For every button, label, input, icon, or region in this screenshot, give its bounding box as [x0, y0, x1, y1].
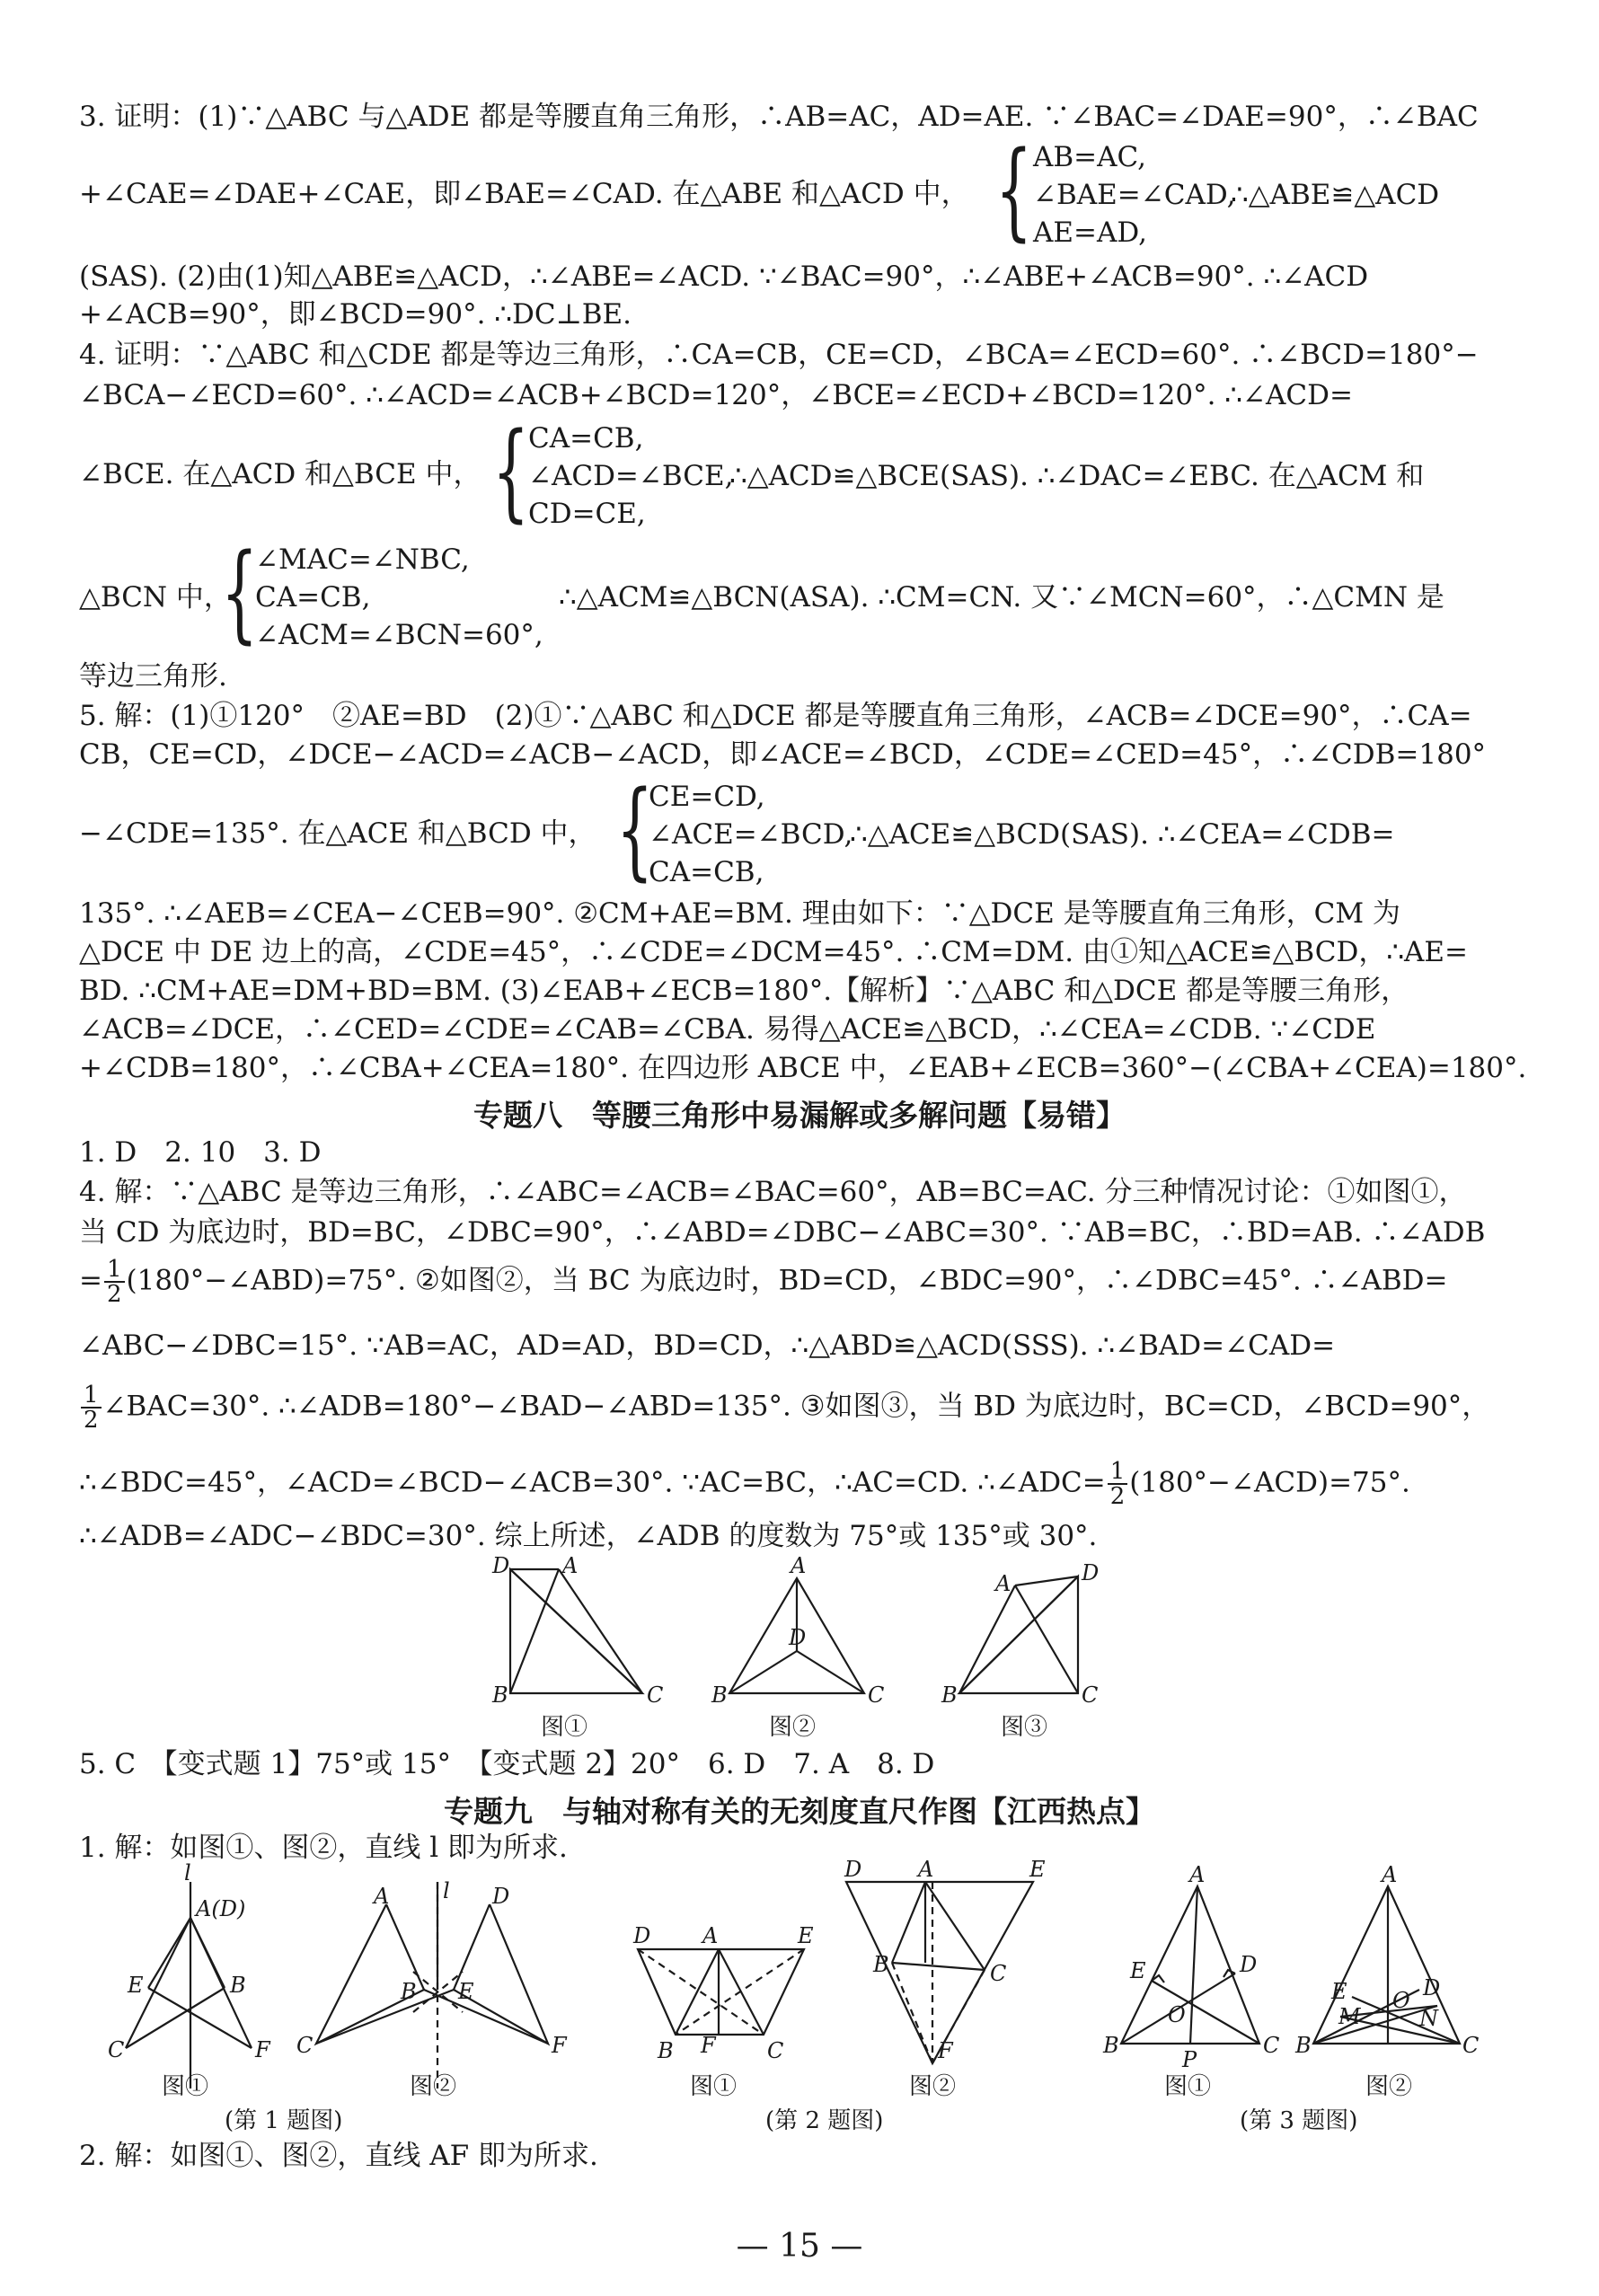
p3-line4: +∠ACB=90°，即∠BCD=90°. ∴DC⊥BE.	[79, 298, 632, 331]
s8-line1: 4. 解：∵△ABC 是等边三角形，∴∠ABC=∠ACB=∠BAC=60°，AB=BC=AC. 分三种情况讨论：①如图①，	[79, 1176, 1467, 1208]
p5-line6: BD. ∴CM+AE=DM+BD=BM. (3)∠EAB+∠ECB=180°.【解析】∵△ABC 和△DCE 都是等腰三角形，	[79, 975, 1409, 1007]
p5-sys2: ∠ACE=∠BCD,	[649, 818, 853, 851]
q2f2-label-d: D	[844, 1857, 862, 1882]
p4-sys4: ∠MAC=∠NBC,	[255, 543, 470, 576]
q3f2-label-a: A	[1382, 1862, 1398, 1887]
q3f2-label-m: M	[1338, 2004, 1361, 2029]
fig1-label-d: D	[492, 1553, 510, 1578]
q1f1-label-f: F	[255, 2037, 270, 2062]
p5-line3b: ∴△ACE≌△BCD(SAS). ∴∠CEA=∠CDB=	[850, 818, 1395, 851]
q2f1-trap	[638, 1949, 804, 2035]
p3-line2b: ∴△ABE≌△ACD	[1231, 179, 1440, 211]
s8-figures	[485, 1553, 1132, 1747]
q1-caption: (第 1 题图)	[225, 2107, 343, 2134]
q1f2-label-a: A	[374, 1884, 390, 1909]
q3-fig2	[1294, 1862, 1479, 2100]
fig2-caption: 图②	[769, 1714, 817, 1741]
section8-title: 专题八 等腰三角形中易漏解或多解问题【易错】	[473, 1098, 1126, 1133]
p5-sys1: CE=CD,	[649, 781, 765, 813]
q1f1-caption: 图①	[162, 2073, 209, 2100]
frac-num: 1	[1108, 1460, 1128, 1485]
fig1-label-b: B	[492, 1682, 508, 1708]
q3f1-label-a: A	[1189, 1862, 1206, 1887]
s8-fig3	[941, 1560, 1099, 1741]
p5-line5: △DCE 中 DE 边上的高，∠CDE=45°，∴∠CDE=∠DCM=45°. ∴CM=DM. 由①知△ACE≌△BCD，∴AE=	[79, 936, 1469, 968]
q3f1-label-d: D	[1240, 1952, 1258, 1977]
q2f2-label-a: A	[918, 1857, 934, 1882]
fig3-label-c: C	[1082, 1682, 1099, 1708]
s8-frac2	[81, 1383, 102, 1432]
p5-line8: +∠CDB=180°，∴∠CBA+∠CEA=180°. 在四边形 ABCE 中，∠EAB+∠ECB=360°−(∠CBA+∠CEA)=180°.	[79, 1052, 1527, 1084]
q1-fig2	[296, 1878, 568, 2100]
p4-line3b: ∴△ACD≌△BCE(SAS). ∴∠DAC=∠EBC. 在△ACM 和	[729, 460, 1425, 492]
p4-brace2: {	[221, 530, 259, 654]
q3-caption: (第 3 题图)	[1240, 2107, 1358, 2134]
q2f2-label-e: E	[1029, 1857, 1046, 1882]
p4-sys3: CD=CE,	[528, 498, 646, 530]
q1f1-label-ad: A(D)	[196, 1896, 246, 1921]
q3f1-label-e: E	[1130, 1958, 1146, 1983]
p5-line3a: −∠CDE=135°. 在△ACE 和△BCD 中，	[79, 817, 596, 850]
fig1-label-c: C	[647, 1682, 664, 1708]
s8-line5	[79, 1383, 1520, 1432]
q1f2-label-l: l	[443, 1878, 450, 1903]
s8-frac1	[104, 1258, 125, 1306]
p5-line7: ∠ACB=∠DCE，∴∠CED=∠CDE=∠CAB=∠CBA. 易得△ACE≌△BCD，∴∠CEA=∠CDB. ∵∠CDE	[79, 1013, 1376, 1046]
q1f2-label-e: E	[458, 1979, 474, 2004]
q2f1-caption: 图①	[690, 2073, 738, 2100]
p4-brace1: {	[492, 409, 530, 533]
s8-line2: 当 CD 为底边时，BD=BC，∠DBC=90°，∴∠ABD=∠DBC−∠ABC=30°. ∵AB=BC，∴BD=AB. ∴∠ADB	[79, 1216, 1486, 1249]
q3f1-label-p: P	[1182, 2047, 1197, 2072]
p4-line4b: ∴△ACM≌△BCN(ASA). ∴CM=CN. 又∵∠MCN=60°，∴△CMN 是	[559, 581, 1444, 614]
q2f2-label-f: F	[938, 2038, 953, 2063]
s8-fig2	[711, 1553, 884, 1741]
fig2-label-a: A	[791, 1553, 807, 1578]
s8-line4: ∠ABC−∠DBC=15°. ∵AB=AC，AD=AD，BD=CD，∴△ABD≌△ACD(SSS). ∴∠BAD=∠CAD=	[79, 1329, 1336, 1362]
fig2-label-d: D	[789, 1625, 807, 1650]
p3-sys2: ∠BAE=∠CAD,	[1033, 179, 1236, 211]
p4-line1: 4. 证明：∵△ABC 和△CDE 都是等边三角形，∴CA=CB，CE=CD，∠BCA=∠ECD=60°. ∴∠BCD=180°−	[79, 339, 1479, 371]
q2-caption: (第 2 题图)	[765, 2107, 884, 2134]
p3-line1: 3. 证明：(1)∵△ABC 与△ADE 都是等腰直角三角形，∴AB=AC，AD=AE. ∵∠BAC=∠DAE=90°，∴∠BAC	[79, 101, 1479, 133]
s8-fig1	[491, 1553, 663, 1741]
s8-answers2: 5. C 【变式题 1】75°或 15° 【变式题 2】20° 6. D 7. A 8. D	[79, 1748, 935, 1780]
q2f1-label-a: A	[702, 1923, 719, 1948]
p4-line4a: △BCN 中，	[79, 581, 232, 614]
q3f2-label-e: E	[1331, 1979, 1347, 2004]
fig2-label-b: B	[711, 1682, 728, 1708]
q1-fig1	[108, 1860, 271, 2100]
s8-line6	[79, 1460, 1520, 1508]
q2f1-label-b: B	[658, 2038, 674, 2063]
q3f1-label-c: C	[1263, 2033, 1280, 2058]
s8-line6-b: (180°−∠ACD)=75°.	[1129, 1466, 1410, 1499]
q1f1-label-e: E	[128, 1973, 144, 1998]
page-number-value: 15	[779, 2228, 820, 2265]
section9-title: 专题九 与轴对称有关的无刻度直尺作图【江西热点】	[444, 1794, 1155, 1829]
q3-fig1	[1102, 1862, 1279, 2100]
q2f2-label-b: B	[873, 1952, 889, 1977]
p4-line5: 等边三角形.	[79, 660, 227, 693]
page-number: — 15 —	[736, 2228, 863, 2265]
fig3-label-b: B	[941, 1682, 958, 1708]
s9-line2: 2. 解：如图①、图②，直线 AF 即为所求.	[79, 2140, 598, 2172]
q1f2-label-f: F	[552, 2033, 567, 2058]
p3-sys1: AB=AC,	[1033, 141, 1146, 173]
q3f2-label-c: C	[1462, 2033, 1480, 2058]
p4-sys6: ∠ACM=∠BCN=60°,	[255, 619, 543, 651]
s8-line3	[79, 1258, 1520, 1306]
p4-sys5: CA=CB,	[255, 581, 371, 614]
s8-line3-eq: =	[79, 1264, 102, 1297]
q3f2-label-b: B	[1295, 2033, 1312, 2058]
fig1-label-a: A	[562, 1553, 579, 1578]
frac-den: 2	[106, 1281, 122, 1308]
q2f1-label-d: D	[633, 1923, 651, 1948]
q3f2-label-o: O	[1392, 1988, 1410, 2013]
p4-line2: ∠BCA−∠ECD=60°. ∴∠ACD=∠ACB+∠BCD=120°，∠BCE=∠ECD+∠BCD=120°. ∴∠ACD=	[79, 379, 1353, 411]
q3f2-caption: 图②	[1365, 2073, 1413, 2100]
fig1-caption: 图①	[541, 1714, 588, 1741]
p5-sys3: CA=CB,	[649, 856, 764, 888]
q3f2-label-n: N	[1419, 2006, 1438, 2031]
fig3-label-d: D	[1082, 1560, 1100, 1585]
p5-line2: CB，CE=CD，∠DCE−∠ACD=∠ACB−∠ACD，即∠ACE=∠BCD，∠CDE=∠CED=45°，∴∠CDB=180°	[79, 738, 1487, 771]
p4-sys1: CA=CB,	[528, 422, 644, 455]
s8-line5-rest: ∠BAC=30°. ∴∠ADB=180°−∠BAD−∠ABD=135°. ③如图③，当 BD 为底边时，BC=CD，∠BCD=90°，	[102, 1390, 1490, 1423]
frac-den: 2	[84, 1407, 99, 1434]
q2f1-label-c: C	[767, 2038, 784, 2063]
frac-num: 1	[104, 1258, 125, 1283]
q2-fig1	[632, 1923, 814, 2100]
q1f2-label-b: B	[401, 1979, 417, 2004]
q1f1-label-c: C	[108, 2037, 125, 2062]
q1f2-label-c: C	[296, 2033, 314, 2058]
q3f1-label-o: O	[1168, 2002, 1186, 2027]
s8-line3-rest: (180°−∠ABD)=75°. ②如图②，当 BC 为底边时，BD=CD，∠BDC=90°，∴∠DBC=45°. ∴∠ABD=	[126, 1264, 1448, 1297]
q1f1-label-l: l	[184, 1860, 191, 1885]
s8-line6-a: ∴∠BDC=45°，∠ACD=∠BCD−∠ACB=30°. ∵AC=BC，∴AC=CD. ∴∠ADC=	[79, 1466, 1106, 1499]
s8-answers: 1. D 2. 10 3. D	[79, 1136, 322, 1169]
p4-line3a: ∠BCE. 在△ACD 和△BCE 中，	[79, 458, 481, 490]
q1f1-label-b: B	[230, 1973, 246, 1998]
q3f1-caption: 图①	[1164, 2073, 1212, 2100]
fig2-label-c: C	[868, 1682, 885, 1708]
fig3-label-a: A	[995, 1571, 1012, 1596]
q3f1-label-b: B	[1103, 2033, 1119, 2058]
fig3-caption: 图③	[1001, 1714, 1048, 1741]
frac-den: 2	[1109, 1483, 1126, 1510]
s8-frac3	[1108, 1460, 1128, 1508]
frac-num: 1	[81, 1383, 102, 1409]
q3f2-label-d: D	[1423, 1975, 1441, 2000]
s9-line1: 1. 解：如图①、图②，直线 l 即为所求.	[79, 1832, 568, 1864]
p4-sys2: ∠ACD=∠BCE,	[528, 460, 734, 492]
p5-line4: 135°. ∴∠AEB=∠CEA−∠CEB=90°. ②CM+AE=BM. 理由如下：∵△DCE 是等腰直角三角形，CM 为	[79, 897, 1400, 930]
s8-line7: ∴∠ADB=∠ADC−∠BDC=30°. 综上所述，∠ADB 的度数为 75°或 135°或 30°.	[79, 1520, 1098, 1552]
q1f2-caption: 图②	[410, 2073, 457, 2100]
s9-figures	[90, 1857, 1527, 2134]
p3-brace: {	[995, 128, 1033, 252]
p3-line2a: +∠CAE=∠DAE+∠CAE，即∠BAE=∠CAD. 在△ABE 和△ACD 中，	[79, 178, 969, 210]
p5-brace: {	[616, 767, 654, 891]
p3-line3: (SAS). (2)由(1)知△ABE≌△ACD，∴∠ABE=∠ACD. ∵∠BAC=90°，∴∠ABE+∠ACB=90°. ∴∠ACD	[79, 261, 1369, 293]
q2f2-label-c: C	[990, 1961, 1007, 1986]
q2f1-label-f: F	[701, 2033, 716, 2058]
p3-sys3: AE=AD,	[1033, 216, 1147, 249]
q2-fig2	[844, 1857, 1046, 2100]
p5-line1: 5. 解：(1)①120° ②AE=BD (2)①∵△ABC 和△DCE 都是等腰直角三角形，∠ACB=∠DCE=90°，∴CA=	[79, 700, 1472, 732]
q2f2-caption: 图②	[909, 2073, 957, 2100]
q2f1-label-e: E	[798, 1923, 814, 1948]
q1f2-label-d: D	[492, 1884, 510, 1909]
